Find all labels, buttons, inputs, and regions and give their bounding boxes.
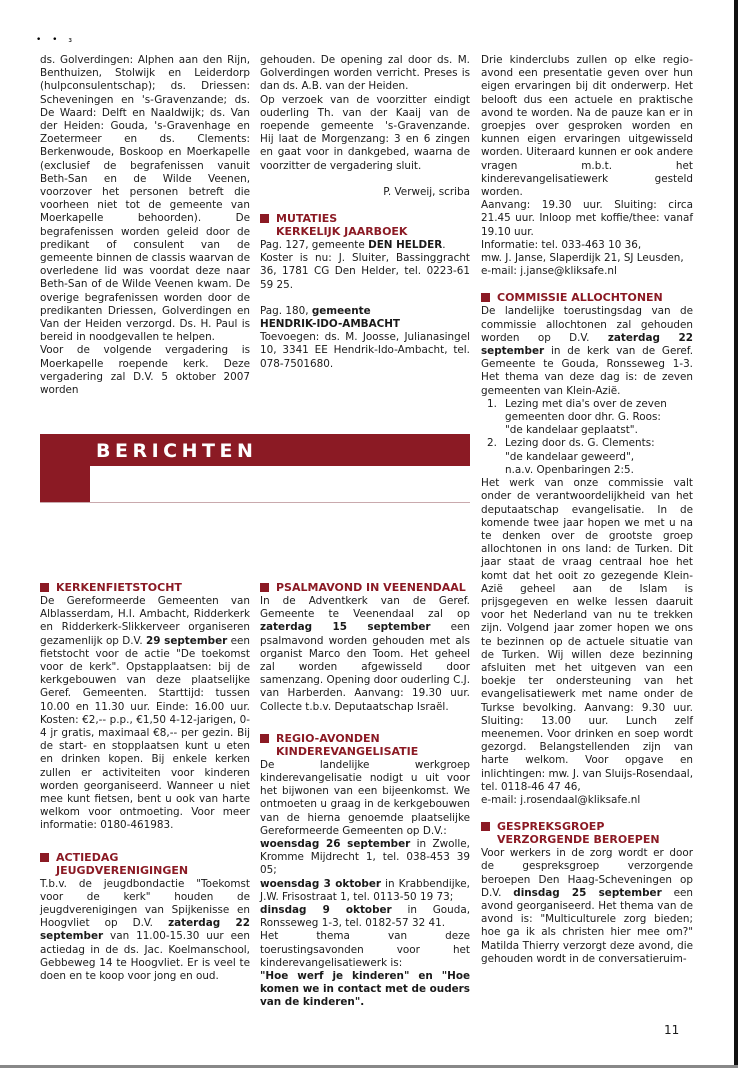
paragraph: Voor werkers in de zorg wordt er door de gespreksgroep verzorgende beroepen Den Haag-Scheveningen op D.V. dinsdag 25 september een avond georganiseerd. Het thema van de avond is: "Multiculturele zorg bieden; hoe ga ik als christen hier mee om?" Matilda Thierry verzorgt deze avond, die gehouden wordt in de conversatieruim- — [481, 847, 693, 965]
paragraph: Het werk van onze commissie valt onder de verantwoordelijkheid van het deputaatschap evangelisatie. In de komende twee jaar hopen we met u na te denken over de grootste groep allochtonen in ons land: de Turken. Dit jaar staat de vraag centraal hoe het komt dat het ooit zo gezegende Klein-Azië geheel aan de Islam is prijsgegeven en welke lessen daaruit voor het Nederland van nu te trekken zijn. Volgend jaar zomer hopen we ons te bezinnen op de actuele situatie van de Turken. Wij willen deze bezinning afsluiten met het uitgeven van een boekje ter ondersteuning van het evangelisatiewerk met name onder de Turkse bevolking. Aanvang: 9.30 uur. Sluiting: 13.00 uur. Lunch zelf meenemen. Voor drinken en soep wordt gezorgd. Belangstellenden zijn van harte welkom. Voor opgave en inlichtingen: mw. J. van Sluijs-Rosendaal, tel. 0118-46 47 46, — [481, 477, 693, 793]
paragraph: HENDRIK-IDO-AMBACHT — [260, 318, 401, 331]
column-2-bottom — [260, 581, 470, 1010]
list-item: 1. Lezing met dia's over de zeven gemeenten door dhr. G. Roos: "de kandelaar geplaatst". — [487, 397, 667, 437]
paragraph: Koster is nu: J. Sluiter, Bassinggracht 36, 1781 CG Den Helder, tel. 0223-61 59 25. — [260, 252, 470, 291]
section-heading: COMMISSIE ALLOCHTONEN — [481, 291, 693, 304]
page-edge-right — [734, 0, 738, 1068]
section-kerkenfietstocht — [40, 581, 250, 833]
square-bullet-icon — [260, 583, 269, 592]
paragraph: De Gereformeerde Gemeenten van Alblasserdam, H.I. Ambacht, Ridderkerk en Ridderkerk-Slikkerveer organiseren gezamenlijk op D.V. 29 september een fietstocht voor de actie "De toekomst voor de kerk". Opstapplaatsen: bij de kerkgebouwen van deze plaatselijke Geref. Gemeenten. Starttijd: tussen 10.00 en 11.30 uur. Einde: 16.00 uur. Kosten: €2,-- p.p., €1,50 4-12-jarigen, 0-4 jr gratis, maximaal €8,-- per gezin. Bij de start- en stopplaatsen kunt u eten en drinken kopen. Bij enkele kerken zullen er activiteiten voor kinderen worden georganiseerd. Wanneer u niet mee kunt fietsen, bent u ook van harte welkom voor ontmoeting. Voor meer informatie: 0180-461983. — [40, 595, 250, 832]
section-title-berichten: BERICHTEN — [96, 440, 258, 462]
signature: P. Verweij, scriba — [383, 185, 470, 198]
header-marks: • • ₃ — [36, 35, 76, 45]
paragraph: gehouden. De opening zal door ds. M. Golverdingen worden verricht. Preses is dan ds. A.B. van der Heiden. — [260, 54, 470, 93]
section-heading: REGIO-AVONDEN KINDEREVANGELISATIE — [260, 732, 470, 758]
banner-block — [40, 434, 90, 502]
list-item: 2. Lezing door ds. G. Clements: "de kandelaar geweerd", n.a.v. Openbaringen 2:5. — [487, 437, 655, 476]
section-mutaties — [260, 212, 470, 371]
square-bullet-icon — [260, 214, 269, 223]
paragraph: woensdag 3 oktober in Krabbendijke, J.W. Frisostraat 1, tel. 0113-50 19 73; — [260, 877, 470, 903]
column-1-top — [40, 54, 250, 397]
paragraph: dinsdag 9 oktober in Gouda, Ronsseweg 1-3, tel. 0182-57 32 41. — [260, 904, 471, 930]
paragraph: Het thema van deze toerustingsavonden voor het kinderevangelisatiewerk is: — [260, 930, 470, 969]
paragraph: Informatie: tel. 033-463 10 36, — [481, 238, 642, 251]
section-commissie-allochtonen — [481, 291, 693, 807]
section-heading: GESPREKSGROEP VERZORGENDE BEROEPEN — [481, 820, 693, 846]
section-regio-avonden — [260, 732, 470, 1010]
paragraph: Op verzoek van de voorzitter eindigt ouderling Th. van der Kaaij van de roepende gemeente 's-Gravenzande. Hij laat de Morgenzang: 3 en 6 zingen en gaat voor in dankgebed, waarna de voorzitter de vergadering sluit. — [260, 93, 470, 172]
paragraph: Voor de volgende vergadering is Moerkapelle roepende kerk. Deze vergadering zal D.V. 5 oktober 2007 worden — [40, 344, 250, 397]
paragraph: Aanvang: 19.30 uur. Sluiting: circa 21.45 uur. Inloop met koffie/thee: vanaf 19.10 uur. — [481, 199, 693, 238]
section-heading: KERKENFIETSTOCHT — [40, 581, 250, 594]
email-link[interactable]: e-mail: j.janse@kliksafe.nl — [481, 265, 617, 278]
section-actiedag — [40, 851, 250, 984]
section-gespreksgroep — [481, 820, 693, 966]
column-2-top — [260, 54, 470, 371]
square-bullet-icon — [481, 822, 490, 831]
lecture-list — [481, 398, 693, 477]
paragraph: Pag. 127, gemeente DEN HELDER. — [260, 239, 446, 252]
section-psalmavond — [260, 581, 470, 714]
square-bullet-icon — [40, 583, 49, 592]
paragraph: Drie kinderclubs zullen op elke regio-avond een presentatie geven over hun eigen ervaringen bij dit onderwerp. Het belooft dus een actuele en praktische avond te worden. Na de pauze kan er in groepjes over gesproken worden en kunnen eigen ervaringen uitgewisseld worden. Uiteraard kunnen er ook andere vragen m.b.t. het kinderevangelisatiewerk gesteld worden. — [481, 54, 693, 199]
column-1-bottom — [40, 581, 250, 983]
paragraph: mw. J. Janse, Slaperdijk 21, SJ Leusden, — [481, 252, 684, 265]
paragraph: T.b.v. de jeugdbondactie "Toekomst voor de kerk" houden de jeugdverenigingen van Spijkenisse en Hoogvliet op D.V. zaterdag 22 september van 11.00-15.30 uur een actiedag in de ds. Jac. Koelmanschool, Gebbeweg 14 te Hoogvliet. Er is veel te doen en te koop voor jong en oud. — [40, 877, 250, 983]
section-heading: MUTATIES KERKELIJK JAARBOEK — [260, 212, 470, 238]
paragraph: In de Adventkerk van de Geref. Gemeente te Veenendaal zal op zaterdag 15 september een psalmavond worden gehouden met als organist Marco den Toom. Het geheel zal worden afgewisseld door samenzang. Opening door ouderling C.J. van Harberden. Aanvang: 19.30 uur. Collecte t.b.v. Deputaatschap Israël. — [260, 595, 470, 713]
paragraph: Pag. 180, gemeente — [260, 304, 371, 317]
square-bullet-icon — [40, 853, 49, 862]
paragraph: De landelijke toerustingsdag van de commissie allochtonen zal gehouden worden op D.V. zaterdag 22 september in de kerk van de Geref. Gemeente te Gouda, Ronsseweg 1-3. Het thema van deze dag is: de zeven gemeenten van Klein-Azië. — [481, 305, 693, 397]
paragraph: De landelijke werkgroep kinderevangelisatie nodigt u uit voor het bijwonen van een bijeenkomst. We ontmoeten u graag in de kerkgebouwen van de hierna genoemde plaatselijke Gereformeerde Gemeenten op D.V.: — [260, 758, 470, 837]
paragraph: "Hoe werf je kinderen" en "Hoe komen we in contact met de ouders van de kinderen". — [260, 970, 470, 1009]
section-heading: PSALMAVOND IN VEENENDAAL — [260, 581, 470, 594]
paragraph: woensdag 26 september in Zwolle, Kromme Mijdrecht 1, tel. 038-453 39 05; — [260, 838, 470, 877]
email-link[interactable]: e-mail: j.rosendaal@kliksafe.nl — [481, 793, 641, 806]
paragraph: ds. Golverdingen: Alphen aan den Rijn, Benthuizen, Stolwijk en Leiderdorp (hulpconsulentschap); ds. Driessen: Scheveningen en 's-Gravenzande; ds. De Waard: Delft en Naaldwijk; ds. Van der Heiden: Gouda, 's-Gravenhage en Zoetermeer en ds. Clements: Berkenwoude, Boskoop en Moerkapelle (exclusief de begrafenissen vanuit Beth-San en de Wilde Veenen, voorzover het personen betreft die voorheen niet tot de gemeente van Moerkapelle behoorden). De begrafenissen worden geleid door de predikant of consulent van de gemeente binnen de classis waarvan de overledene lid was voordat deze naar Beth-San of de Wilde Veenen kwam. De overige begrafenissen worden door de predikanten Driessen, Golverdingen en Van der Heiden verzorgd. Ds. H. Paul is bereid in noodgevallen te helpen. — [40, 54, 250, 344]
square-bullet-icon — [481, 293, 490, 302]
section-heading: ACTIEDAG JEUGDVERENIGINGEN — [40, 851, 250, 877]
page-number: 11 — [664, 1023, 680, 1037]
column-3 — [481, 54, 693, 966]
square-bullet-icon — [260, 734, 269, 743]
banner-rule — [40, 502, 470, 503]
paragraph: Toevoegen: ds. M. Joosse, Julianasingel 10, 3341 EE Hendrik-Ido-Ambacht, tel. 078-7501680. — [260, 331, 470, 370]
